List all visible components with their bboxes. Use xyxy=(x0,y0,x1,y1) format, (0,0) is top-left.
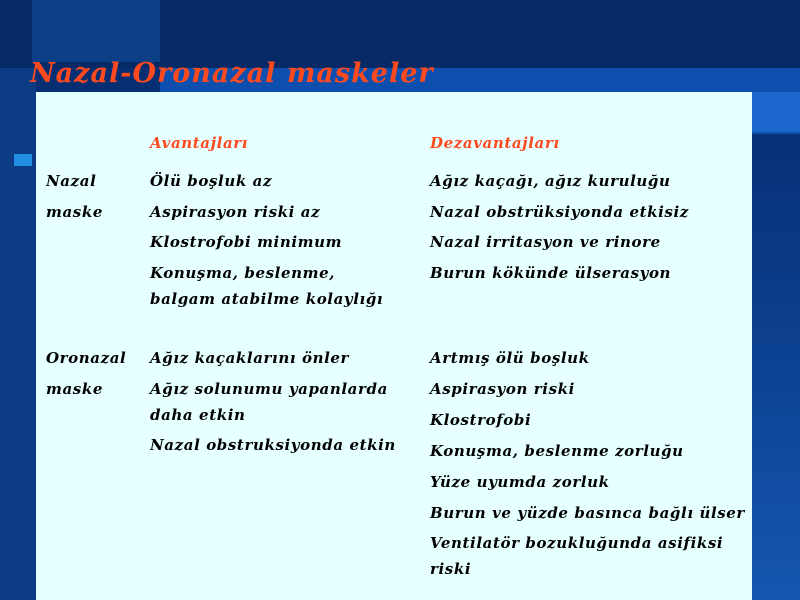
oronasal-disadvantage-item: Burun ve yüzde basınca bağlı ülser xyxy=(430,504,745,522)
nasal-advantage-item: Aspirasyon riski az xyxy=(150,203,321,221)
nasal-label-line2: maske xyxy=(46,203,103,221)
nasal-disadvantage-item: Nazal irritasyon ve rinore xyxy=(430,233,661,251)
oronasal-disadvantage-item: Klostrofobi xyxy=(430,411,532,429)
oronasal-disadvantage-item: Yüze uyumda zorluk xyxy=(430,473,610,491)
nasal-advantage-item: Ölü boşluk az xyxy=(150,172,273,190)
decor-left-strip xyxy=(0,68,36,600)
oronasal-label-line2: maske xyxy=(46,380,103,398)
disadvantages-header: Dezavantajları xyxy=(430,134,560,152)
content-panel xyxy=(36,92,752,600)
nasal-disadvantage-item: Burun kökünde ülserasyon xyxy=(430,264,672,282)
nasal-advantage-item: Klostrofobi minimum xyxy=(150,233,343,251)
nasal-disadvantage-item: Ağız kaçağı, ağız kuruluğu xyxy=(430,172,671,190)
oronasal-advantage-item: Ağız solunumu yapanlarda daha etkin xyxy=(150,380,388,424)
nasal-label-line1: Nazal xyxy=(46,172,97,190)
decor-left-dot xyxy=(14,154,32,166)
decor-top-square xyxy=(32,0,160,62)
oronasal-disadvantage-item: Ventilatör bozukluğunda asifiksi riski xyxy=(430,534,724,578)
oronasal-disadvantage-item: Konuşma, beslenme zorluğu xyxy=(430,442,684,460)
slide-title: Nazal-Oronazal maskeler xyxy=(30,58,434,89)
oronasal-disadvantage-item: Aspirasyon riski xyxy=(430,380,575,398)
nasal-advantage-item: Konuşma, beslenme, balgam atabilme kolaylığı xyxy=(150,264,384,308)
decor-right-edge xyxy=(752,92,800,132)
oronasal-advantage-item: Nazal obstruksiyonda etkin xyxy=(150,436,396,454)
oronasal-disadvantage-item: Artmış ölü boşluk xyxy=(430,349,590,367)
nasal-disadvantage-item: Nazal obstrüksiyonda etkisiz xyxy=(430,203,689,221)
advantages-header: Avantajları xyxy=(150,134,249,152)
oronasal-label-line1: Oronazal xyxy=(46,349,127,367)
oronasal-advantage-item: Ağız kaçaklarını önler xyxy=(150,349,350,367)
